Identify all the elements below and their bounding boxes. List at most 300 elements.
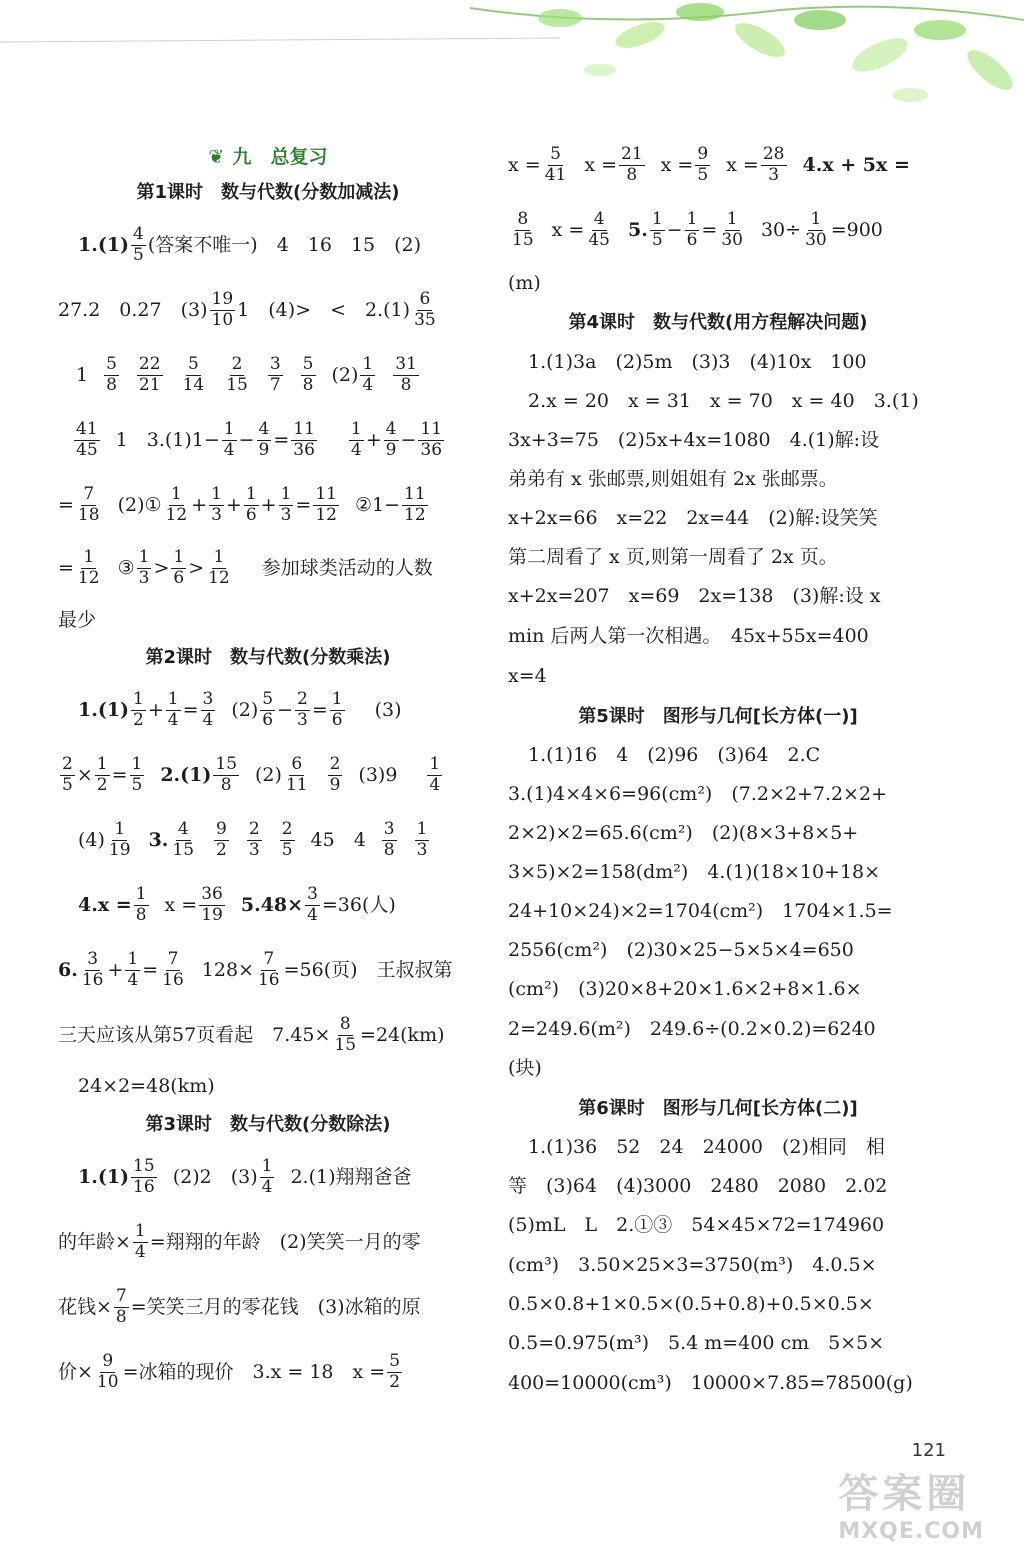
numerator: 3 [269,353,281,374]
answer-line [58,885,478,925]
numerator: 2 [297,688,308,709]
answer-line: 6. $\frac{3}{16}$ + $\frac{1}{4}$ = $\frac{7}{16}$ 128× $\frac{7}{16}$ =56(页) 王叔叔第 [58,948,453,990]
numerator: 1 [686,208,698,229]
numerator: 15 [133,1155,155,1176]
numerator: 11 [293,418,315,439]
denominator: 15 [512,229,534,250]
numerator: 7 [83,483,95,504]
numerator: 4 [133,223,144,244]
numerator: 6 [291,753,303,774]
fraction [206,546,232,588]
text-fragment: 6. [58,958,78,981]
answer-line: $\frac{41}{45}$ 1 3.(1)1− $\frac{1}{4}$ − $\frac{4}{9}$ = $\frac{11}{36}$ $\frac{1}{4}$ + $\frac{4}{9}$ − $\frac{11}{36}$ [76,418,443,460]
answer-line: 0.5=0.975(m³) 5.4 m=400 cm 5×5× [508,1331,885,1354]
fraction [279,483,294,525]
answer-line: 3.(1)4×4×6=96(cm²) (7.2×2+7.2×2+ [508,782,888,805]
answer-line: 400=10000(cm³) 10000×7.85=78500(g) [508,1371,913,1394]
denominator: 30 [805,229,827,250]
numerator: 21 [621,143,643,164]
fraction [332,1013,358,1055]
denominator: 16 [133,1176,155,1197]
text-fragment: 的年龄× [58,1230,131,1253]
numerator: 36 [201,883,223,904]
denominator: 2 [389,1371,401,1392]
denominator: 8 [400,374,412,395]
answer-line [58,1157,478,1197]
denominator: 8 [106,374,117,395]
denominator: 4 [362,374,374,395]
fraction [382,818,397,860]
fraction [260,1155,275,1197]
answer-line: 2.x = 20 x = 31 x = 70 x = 40 3.(1) [528,389,919,412]
fraction [170,818,196,860]
numerator: 2 [329,753,341,774]
denominator: 15 [172,839,195,860]
text-fragment: (答案不唯一) 4 16 15 (2) [147,233,422,256]
fraction [427,753,442,795]
text-fragment: 2.(1)翔翔爸爸 [290,1165,412,1188]
fraction [402,483,428,525]
fraction [268,353,283,395]
fraction [586,208,612,250]
numerator: 8 [339,1013,351,1034]
denominator: 15 [334,1034,357,1055]
denominator: 45 [588,229,610,250]
numerator: 1 [134,1220,146,1241]
text-fragment: (2) [255,763,282,786]
denominator: 12 [208,567,230,588]
fraction [260,688,275,730]
denominator: 4 [167,709,179,730]
denominator: 6 [173,567,185,588]
denominator: 3 [138,567,150,588]
leaf-decoration [0,0,1024,120]
numerator: 15 [215,753,238,774]
text-fragment: (2)① [117,493,162,516]
numerator: 5 [106,353,117,374]
denominator: 4 [261,1176,273,1197]
denominator: 3 [248,839,260,860]
text-fragment: (2) [231,698,259,721]
numerator: 5 [389,1350,401,1371]
fraction [133,1220,148,1262]
denominator: 15 [226,374,248,395]
answer-line: = $\frac{7}{18}$ (2)① $\frac{1}{12}$ + $\frac{1}{3}$ + $\frac{1}{6}$ + $\frac{1}{3}$ = $\frac{11}{12}$ ②1− $\frac{11}{12}$ [58,483,426,525]
fraction [134,883,149,925]
text-fragment: 1.(1) [78,233,130,256]
denominator: 12 [77,567,100,588]
numerator: 1 [280,483,292,504]
lesson-5-title: 第5课时 图形与几何[长方体(一)] [578,706,858,727]
fraction [224,353,250,395]
text-fragment: x = [164,893,198,916]
fraction [313,483,339,525]
denominator: 4 [429,774,441,795]
numerator: 1 [331,688,343,709]
fraction [104,353,119,395]
fraction [384,418,399,460]
fraction [543,143,569,185]
answer-line [58,225,478,265]
answer-line: x+2x=66 x=22 2x=44 (2)解:设笑笑 [508,506,878,529]
fraction [393,353,419,395]
denominator: 6 [331,709,343,730]
fraction [137,546,152,588]
fraction [695,143,710,185]
lesson-1-title: 第1课时 数与代数(分数加减法) [136,182,400,203]
text-fragment: (3) [374,698,402,721]
numerator: 1 [83,546,95,567]
answer-line: $\frac{2}{5}$ × $\frac{1}{2}$ = $\frac{1}{5}$ 2.(1) $\frac{15}{8}$ (2) $\frac{6}{11}$ $\frac{2}{9}$ (3)9 $\frac{1}{4}$ [62,753,441,795]
numerator: 1 [114,818,126,839]
fraction [164,483,190,525]
numerator: 7 [115,1285,127,1306]
fraction [166,688,181,730]
fraction [130,753,145,795]
denominator: 8 [135,904,147,925]
numerator: 1 [173,546,185,567]
denominator: 3 [297,709,308,730]
fraction [76,546,102,588]
denominator: 3 [768,164,780,185]
lesson-4-title: 第4课时 数与代数(用方程解决问题) [568,312,868,333]
text-fragment: 5.48× [240,893,304,916]
answer-line: (m) [508,271,541,294]
denominator: 18 [77,504,100,525]
numerator: 1 [429,753,441,774]
numerator: 2 [248,818,260,839]
fraction [80,948,106,990]
denominator: 12 [404,504,426,525]
answer-line: (5)mL L 2.①③ 54×45×72=174960 [508,1213,885,1236]
answer-line: 等 (3)64 (4)3000 2480 2080 2.02 [508,1174,888,1197]
text-fragment: =24(km) [360,1023,445,1046]
fraction [201,688,216,730]
denominator: 4 [307,904,318,925]
numerator: 7 [263,948,275,969]
numerator: 1 [131,753,143,774]
text-fragment: x = [660,153,694,176]
numerator: 9 [697,143,709,164]
fraction [107,818,133,860]
answer-line: min 后两人第一次相遇。 45x+55x=400 [508,624,869,647]
denominator: 10 [96,1371,119,1392]
numerator: 11 [315,483,337,504]
page-number: 121 [911,1440,946,1461]
fraction [387,1350,402,1392]
text-fragment: =36(人) [321,893,396,916]
numerator: 8 [517,208,529,229]
fraction [510,208,536,250]
numerator: 11 [420,418,443,439]
section-title [58,137,478,177]
fraction [213,753,239,795]
text-fragment: 价× [58,1360,93,1383]
numerator: 1 [362,353,374,374]
denominator: 6 [686,229,698,250]
numerator: 4 [177,818,189,839]
denominator: 4 [202,709,214,730]
fraction [137,353,163,395]
answer-line: 2×2)×2=65.6(cm²) (2)(8×3+8×5+ [508,821,859,844]
numerator: 1 [416,818,428,839]
answer-line: (块) [508,1056,542,1079]
denominator: 5 [281,839,293,860]
answer-line: 3×5)×2=158(dm²) 4.(1)(18×10+18× [508,860,881,883]
numerator: 1 [167,688,179,709]
numerator: 6 [419,288,431,309]
fraction [95,753,110,795]
denominator: 9 [258,439,270,460]
numerator: 1 [96,753,108,774]
numerator: 5 [262,688,274,709]
numerator: 1 [651,208,663,229]
denominator: 16 [81,969,104,990]
text-fragment: =900 [830,218,883,241]
fraction [761,143,787,185]
numerator: 11 [404,483,426,504]
numerator: 1 [211,483,222,504]
numerator: 9 [102,1350,114,1371]
text-fragment: 4.x = [78,893,132,916]
fraction [330,688,345,730]
numerator: 2 [281,818,293,839]
fraction [415,818,430,860]
text-fragment: 花钱× [58,1295,112,1318]
numerator: 1 [810,208,822,229]
denominator: 16 [257,969,280,990]
denominator: 2 [216,839,227,860]
fraction [76,483,102,525]
text-fragment: 2.(1) [160,763,212,786]
text-fragment: =笑笑三月的零花钱 (3)冰箱的原 [130,1295,421,1318]
denominator: 6 [245,504,257,525]
text-fragment: 1.(1) [78,1165,130,1188]
denominator: 14 [182,374,205,395]
numerator: 2 [231,353,243,374]
fraction [619,143,645,185]
numerator: 1 [245,483,257,504]
numerator: 1 [138,546,150,567]
text-fragment: =冰箱的现价 3.x = 18 x = [122,1360,386,1383]
fraction [280,818,295,860]
fraction [301,353,316,395]
answer-line [58,1015,478,1055]
denominator: 35 [414,309,436,330]
text-fragment: x = [584,153,618,176]
answer-line: 1.(1) $\frac{1}{2}$ + $\frac{1}{4}$ = $\frac{3}{4}$ (2) $\frac{5}{6}$ − $\frac{2}{3}$ = $\frac{1}{6}$ (3) [78,688,402,730]
numerator: 4 [593,208,605,229]
numerator: 5 [302,353,314,374]
fraction [131,688,146,730]
denominator: 8 [626,164,638,185]
fraction [181,353,207,395]
answer-line: 0.5×0.8+1×0.5×(0.5+0.8)+0.5×0.5× [508,1292,874,1315]
text-fragment: (2) [331,363,359,386]
lesson-2-title: 第2课时 数与代数(分数乘法) [145,647,391,668]
numerator: 1 [223,418,235,439]
denominator: 4 [127,969,139,990]
text-fragment: 128× [201,958,254,981]
denominator: 3 [280,504,292,525]
numerator: 5 [550,143,561,164]
answer-line: 24+10×24)×2=1704(cm²) 1704×1.5= [508,899,893,922]
answer-line: 1.(1)36 52 24 24000 (2)相同 相 [528,1135,885,1158]
numerator: 31 [395,353,417,374]
answer-line: 2556(cm²) (2)30×25−5×5×4=650 [508,938,854,961]
text-fragment: (3)9 [358,763,398,786]
answer-line [58,290,478,330]
fraction [349,418,364,460]
denominator: 12 [315,504,337,525]
denominator: 5 [133,244,144,265]
answer-line [508,145,928,185]
denominator: 45 [76,439,98,460]
text-fragment: ②1− [354,493,401,516]
fraction [160,948,186,990]
numerator: 4 [385,418,397,439]
text-fragment: = [58,556,74,579]
denominator: 3 [416,839,428,860]
text-fragment: 九 总复习 [232,145,328,168]
fraction [803,208,829,250]
numerator: 3 [383,818,395,839]
text-fragment: 27.2 0.27 (3) [58,298,208,321]
denominator: 10 [211,309,234,330]
fraction [114,1285,129,1327]
denominator: 3 [211,504,222,525]
fraction [131,1155,157,1197]
answer-line: (cm²) (3)20×8+20×1.6×2+8×1.6× [508,977,862,1000]
numerator: 1 [135,883,147,904]
numerator: 5 [187,353,199,374]
fraction [650,208,665,250]
answer-line [58,1222,478,1262]
fraction [418,418,444,460]
denominator: 8 [302,374,314,395]
text-fragment: 30÷ [760,218,802,241]
fraction [131,223,146,265]
answer-line: (cm³) 3.50×25×3=3750(m³) 4.0.5× [508,1253,877,1276]
denominator: 9 [385,439,397,460]
answer-line [58,1352,478,1392]
numerator: 22 [138,353,161,374]
denominator: 11 [285,774,308,795]
answer-line: 第二周看了 x 页,则第一周看了 2x 页。 [508,545,838,568]
numerator: 4 [258,418,270,439]
text-fragment: 45 4 [310,828,366,851]
answer-line: = $\frac{1}{12}$ ③ $\frac{1}{3}$ > $\frac{1}{6}$ > $\frac{1}{12}$ 参加球类活动的人数 [58,546,433,588]
answer-line: 2=249.6(m²) 249.6÷(0.2×0.2)=6240 [508,1017,876,1040]
numerator: 3 [202,688,214,709]
text-fragment: (4) [78,828,105,851]
fraction [257,418,272,460]
numerator: 1 [261,1155,273,1176]
numerator: 19 [211,288,234,309]
numerator: 1 [170,483,182,504]
denominator: 2 [133,709,144,730]
fraction [214,818,229,860]
fraction [719,208,745,250]
numerator: 3 [87,948,99,969]
fraction [199,883,225,925]
leaf-icon: ❦ [208,145,225,168]
numerator: 1 [127,948,139,969]
watermark-logo: 答案圈 MXQE.COM [838,1471,984,1544]
numerator: 9 [216,818,227,839]
answer-line [58,1287,478,1327]
denominator: 4 [134,1241,146,1262]
numerator: 1 [213,546,225,567]
numerator: 41 [76,418,98,439]
denominator: 8 [220,774,232,795]
numerator: 1 [350,418,362,439]
fraction [222,418,237,460]
text-fragment: x = [726,153,759,176]
answer-line: 3x+3=75 (2)5x+4x=1080 4.(1)解:设 [508,428,880,451]
text-fragment: 1.(1) [78,698,130,721]
numerator: 1 [133,688,144,709]
fraction [210,288,236,330]
denominator: 5 [131,774,143,795]
fraction [328,753,343,795]
fraction [284,753,310,795]
fraction [244,483,259,525]
text-fragment: 1 3.(1)1− [115,428,220,451]
denominator: 36 [293,439,315,460]
text-fragment: x = [551,218,585,241]
denominator: 8 [115,1306,127,1327]
numerator: 3 [307,883,318,904]
text-fragment: =翔翔的年龄 (2)笑笑一月的零 [149,1230,421,1253]
denominator: 5 [697,164,709,185]
text-fragment: = [58,493,74,516]
denominator: 4 [350,439,362,460]
lesson-6-title: 第6课时 图形与几何[长方体(二)] [578,1098,858,1119]
denominator: 8 [383,839,395,860]
denominator: 9 [329,774,341,795]
numerator: 7 [167,948,179,969]
text-fragment: 1 (4)> < 2.(1) [237,298,411,321]
text-fragment: ③ [117,556,135,579]
fraction [412,288,438,330]
fraction [95,1350,121,1392]
answer-line: $\frac{8}{15}$ x = $\frac{4}{45}$ 5. $\frac{1}{5}$ − $\frac{1}{6}$ = $\frac{1}{30}$ 30÷ $\frac{1}{30}$ =900 [512,208,883,250]
answer-line: x=4 [508,664,547,687]
text-fragment: 4.x + 5x = [802,153,910,176]
numerator: 28 [762,143,785,164]
fraction [360,353,375,395]
fraction [685,208,700,250]
denominator: 36 [420,439,443,460]
text-fragment: (2)2 (3) [172,1165,258,1188]
denominator: 6 [262,709,274,730]
numerator: 2 [62,753,73,774]
denominator: 19 [108,839,131,860]
fraction [171,546,186,588]
answer-line [58,355,478,395]
text-fragment: x = [508,153,541,176]
fraction [209,483,224,525]
text-fragment: 参加球类活动的人数 [261,556,433,579]
answer-line: 1.(1)3a (2)5m (3)3 (4)10x 100 [528,350,867,373]
text-fragment: 三天应该从第57页看起 7.45× [58,1023,331,1046]
text-fragment: 5. [627,218,648,241]
fraction [305,883,320,925]
denominator: 5 [651,229,663,250]
denominator: 30 [721,229,743,250]
denominator: 41 [544,164,567,185]
